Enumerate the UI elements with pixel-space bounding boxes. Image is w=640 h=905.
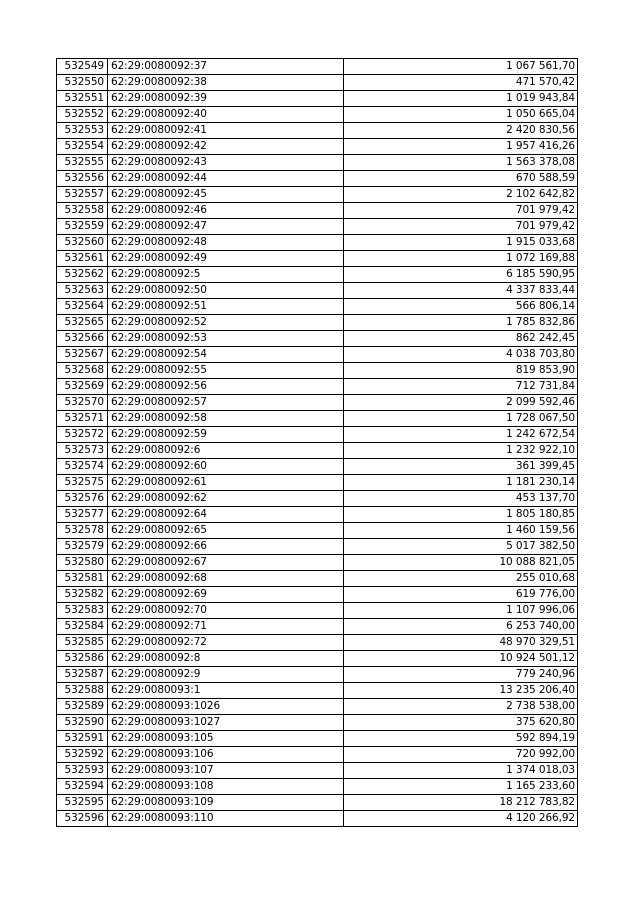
cadastral-number-cell: 62:29:0080092:57 [108,395,344,411]
table-row [57,779,578,795]
cadastral-number-cell: 62:29:0080092:56 [108,379,344,395]
table-row [57,267,578,283]
cadastral-value-cell: 619 776,00 [344,587,578,603]
table-row [57,491,578,507]
row-id-cell: 532587 [57,667,108,683]
cadastral-number-cell: 62:29:0080092:5 [108,267,344,283]
cadastral-value-table [56,58,578,827]
cadastral-value-cell: 5 017 382,50 [344,539,578,555]
cadastral-number-cell: 62:29:0080092:52 [108,315,344,331]
row-id-cell: 532571 [57,411,108,427]
row-id-cell: 532580 [57,555,108,571]
row-id-cell: 532588 [57,683,108,699]
cadastral-value-cell: 18 212 783,82 [344,795,578,811]
row-id-cell: 532586 [57,651,108,667]
cadastral-number-cell: 62:29:0080092:69 [108,587,344,603]
cadastral-number-cell: 62:29:0080092:38 [108,75,344,91]
table-row [57,363,578,379]
row-id-cell: 532582 [57,587,108,603]
cadastral-value-cell: 4 038 703,80 [344,347,578,363]
cadastral-value-cell: 2 099 592,46 [344,395,578,411]
table-row [57,475,578,491]
cadastral-number-cell: 62:29:0080092:68 [108,571,344,587]
cadastral-number-cell: 62:29:0080092:40 [108,107,344,123]
cadastral-value-cell: 2 420 830,56 [344,123,578,139]
cadastral-value-cell: 592 894,19 [344,731,578,747]
cadastral-value-cell: 701 979,42 [344,219,578,235]
cadastral-value-cell: 10 924 501,12 [344,651,578,667]
cadastral-number-cell: 62:29:0080092:67 [108,555,344,571]
cadastral-number-cell: 62:29:0080092:50 [108,283,344,299]
cadastral-number-cell: 62:29:0080092:41 [108,123,344,139]
row-id-cell: 532590 [57,715,108,731]
row-id-cell: 532572 [57,427,108,443]
table-row [57,411,578,427]
cadastral-number-cell: 62:29:0080092:61 [108,475,344,491]
cadastral-number-cell: 62:29:0080092:49 [108,251,344,267]
cadastral-number-cell: 62:29:0080092:55 [108,363,344,379]
row-id-cell: 532549 [57,59,108,75]
cadastral-number-cell: 62:29:0080092:64 [108,507,344,523]
table-row [57,395,578,411]
row-id-cell: 532570 [57,395,108,411]
cadastral-value-cell: 1 374 018,03 [344,763,578,779]
cadastral-value-cell: 1 785 832,86 [344,315,578,331]
row-id-cell: 532560 [57,235,108,251]
cadastral-number-cell: 62:29:0080092:43 [108,155,344,171]
row-id-cell: 532583 [57,603,108,619]
cadastral-number-cell: 62:29:0080092:42 [108,139,344,155]
cadastral-number-cell: 62:29:0080093:107 [108,763,344,779]
table-row [57,283,578,299]
cadastral-value-cell: 1 460 159,56 [344,523,578,539]
cadastral-value-cell: 1 072 169,88 [344,251,578,267]
cadastral-value-cell: 1 915 033,68 [344,235,578,251]
cadastral-number-cell: 62:29:0080092:9 [108,667,344,683]
table-row [57,667,578,683]
cadastral-value-cell: 712 731,84 [344,379,578,395]
row-id-cell: 532557 [57,187,108,203]
cadastral-number-cell: 62:29:0080093:109 [108,795,344,811]
row-id-cell: 532561 [57,251,108,267]
table-row [57,171,578,187]
row-id-cell: 532574 [57,459,108,475]
row-id-cell: 532553 [57,123,108,139]
table-row [57,603,578,619]
table-row [57,747,578,763]
row-id-cell: 532592 [57,747,108,763]
cadastral-number-cell: 62:29:0080093:1 [108,683,344,699]
row-id-cell: 532569 [57,379,108,395]
row-id-cell: 532589 [57,699,108,715]
cadastral-number-cell: 62:29:0080093:110 [108,811,344,827]
table-row [57,635,578,651]
cadastral-number-cell: 62:29:0080092:45 [108,187,344,203]
row-id-cell: 532559 [57,219,108,235]
cadastral-number-cell: 62:29:0080092:65 [108,523,344,539]
cadastral-value-cell: 255 010,68 [344,571,578,587]
cadastral-number-cell: 62:29:0080093:1026 [108,699,344,715]
row-id-cell: 532563 [57,283,108,299]
table-row [57,427,578,443]
cadastral-number-cell: 62:29:0080093:106 [108,747,344,763]
row-id-cell: 532578 [57,523,108,539]
cadastral-number-cell: 62:29:0080092:59 [108,427,344,443]
table-row [57,299,578,315]
cadastral-value-cell: 1 232 922,10 [344,443,578,459]
cadastral-number-cell: 62:29:0080092:37 [108,59,344,75]
cadastral-value-cell: 862 242,45 [344,331,578,347]
cadastral-number-cell: 62:29:0080092:54 [108,347,344,363]
table-row [57,107,578,123]
table-row [57,731,578,747]
row-id-cell: 532554 [57,139,108,155]
table-row [57,795,578,811]
table-row [57,651,578,667]
table-row [57,699,578,715]
table-row [57,347,578,363]
cadastral-value-cell: 48 970 329,51 [344,635,578,651]
table-row [57,619,578,635]
table-row [57,59,578,75]
table-row [57,139,578,155]
cadastral-number-cell: 62:29:0080092:62 [108,491,344,507]
table-row [57,331,578,347]
cadastral-number-cell: 62:29:0080092:6 [108,443,344,459]
row-id-cell: 532552 [57,107,108,123]
row-id-cell: 532577 [57,507,108,523]
cadastral-number-cell: 62:29:0080092:8 [108,651,344,667]
table-body [57,59,578,827]
table-row [57,459,578,475]
cadastral-value-cell: 10 088 821,05 [344,555,578,571]
row-id-cell: 532579 [57,539,108,555]
table-row [57,251,578,267]
row-id-cell: 532595 [57,795,108,811]
table-row [57,123,578,139]
row-id-cell: 532593 [57,763,108,779]
row-id-cell: 532575 [57,475,108,491]
row-id-cell: 532555 [57,155,108,171]
cadastral-value-cell: 1 242 672,54 [344,427,578,443]
cadastral-value-cell: 2 738 538,00 [344,699,578,715]
cadastral-value-cell: 471 570,42 [344,75,578,91]
row-id-cell: 532567 [57,347,108,363]
cadastral-number-cell: 62:29:0080092:39 [108,91,344,107]
cadastral-value-cell: 1 957 416,26 [344,139,578,155]
cadastral-value-cell: 4 120 266,92 [344,811,578,827]
cadastral-value-cell: 361 399,45 [344,459,578,475]
table-row [57,539,578,555]
cadastral-value-cell: 375 620,80 [344,715,578,731]
cadastral-value-cell: 720 992,00 [344,747,578,763]
cadastral-number-cell: 62:29:0080093:105 [108,731,344,747]
row-id-cell: 532556 [57,171,108,187]
row-id-cell: 532568 [57,363,108,379]
cadastral-value-cell: 1 181 230,14 [344,475,578,491]
table-row [57,203,578,219]
table-row [57,763,578,779]
cadastral-value-cell: 6 253 740,00 [344,619,578,635]
table-row [57,379,578,395]
table-row [57,523,578,539]
row-id-cell: 532591 [57,731,108,747]
table-row [57,683,578,699]
row-id-cell: 532551 [57,91,108,107]
row-id-cell: 532594 [57,779,108,795]
cadastral-number-cell: 62:29:0080093:108 [108,779,344,795]
cadastral-number-cell: 62:29:0080092:70 [108,603,344,619]
cadastral-number-cell: 62:29:0080092:60 [108,459,344,475]
cadastral-number-cell: 62:29:0080092:72 [108,635,344,651]
cadastral-number-cell: 62:29:0080092:47 [108,219,344,235]
table-row [57,811,578,827]
cadastral-value-cell: 1 067 561,70 [344,59,578,75]
row-id-cell: 532585 [57,635,108,651]
cadastral-value-cell: 13 235 206,40 [344,683,578,699]
cadastral-number-cell: 62:29:0080092:44 [108,171,344,187]
cadastral-number-cell: 62:29:0080092:58 [108,411,344,427]
cadastral-value-cell: 4 337 833,44 [344,283,578,299]
cadastral-number-cell: 62:29:0080092:51 [108,299,344,315]
cadastral-value-cell: 1 050 665,04 [344,107,578,123]
cadastral-number-cell: 62:29:0080093:1027 [108,715,344,731]
table-row [57,571,578,587]
cadastral-value-cell: 2 102 642,82 [344,187,578,203]
row-id-cell: 532576 [57,491,108,507]
row-id-cell: 532564 [57,299,108,315]
cadastral-value-cell: 779 240,96 [344,667,578,683]
table-row [57,219,578,235]
cadastral-value-cell: 1 107 996,06 [344,603,578,619]
row-id-cell: 532562 [57,267,108,283]
cadastral-value-cell: 670 588,59 [344,171,578,187]
cadastral-number-cell: 62:29:0080092:53 [108,331,344,347]
table-row [57,235,578,251]
row-id-cell: 532565 [57,315,108,331]
cadastral-value-cell: 1 165 233,60 [344,779,578,795]
table-row [57,155,578,171]
table-row [57,91,578,107]
cadastral-value-cell: 566 806,14 [344,299,578,315]
cadastral-value-cell: 453 137,70 [344,491,578,507]
cadastral-value-cell: 1 728 067,50 [344,411,578,427]
cadastral-value-cell: 1 019 943,84 [344,91,578,107]
row-id-cell: 532596 [57,811,108,827]
cadastral-number-cell: 62:29:0080092:46 [108,203,344,219]
cadastral-value-cell: 1 805 180,85 [344,507,578,523]
table-row [57,187,578,203]
table-row [57,315,578,331]
row-id-cell: 532584 [57,619,108,635]
cadastral-number-cell: 62:29:0080092:71 [108,619,344,635]
cadastral-value-cell: 701 979,42 [344,203,578,219]
row-id-cell: 532581 [57,571,108,587]
row-id-cell: 532558 [57,203,108,219]
table-row [57,443,578,459]
cadastral-number-cell: 62:29:0080092:48 [108,235,344,251]
cadastral-value-cell: 819 853,90 [344,363,578,379]
row-id-cell: 532550 [57,75,108,91]
table-row [57,507,578,523]
cadastral-value-cell: 1 563 378,08 [344,155,578,171]
table-row [57,555,578,571]
table-row [57,587,578,603]
table-row [57,715,578,731]
row-id-cell: 532566 [57,331,108,347]
table-row [57,75,578,91]
row-id-cell: 532573 [57,443,108,459]
cadastral-value-cell: 6 185 590,95 [344,267,578,283]
cadastral-number-cell: 62:29:0080092:66 [108,539,344,555]
